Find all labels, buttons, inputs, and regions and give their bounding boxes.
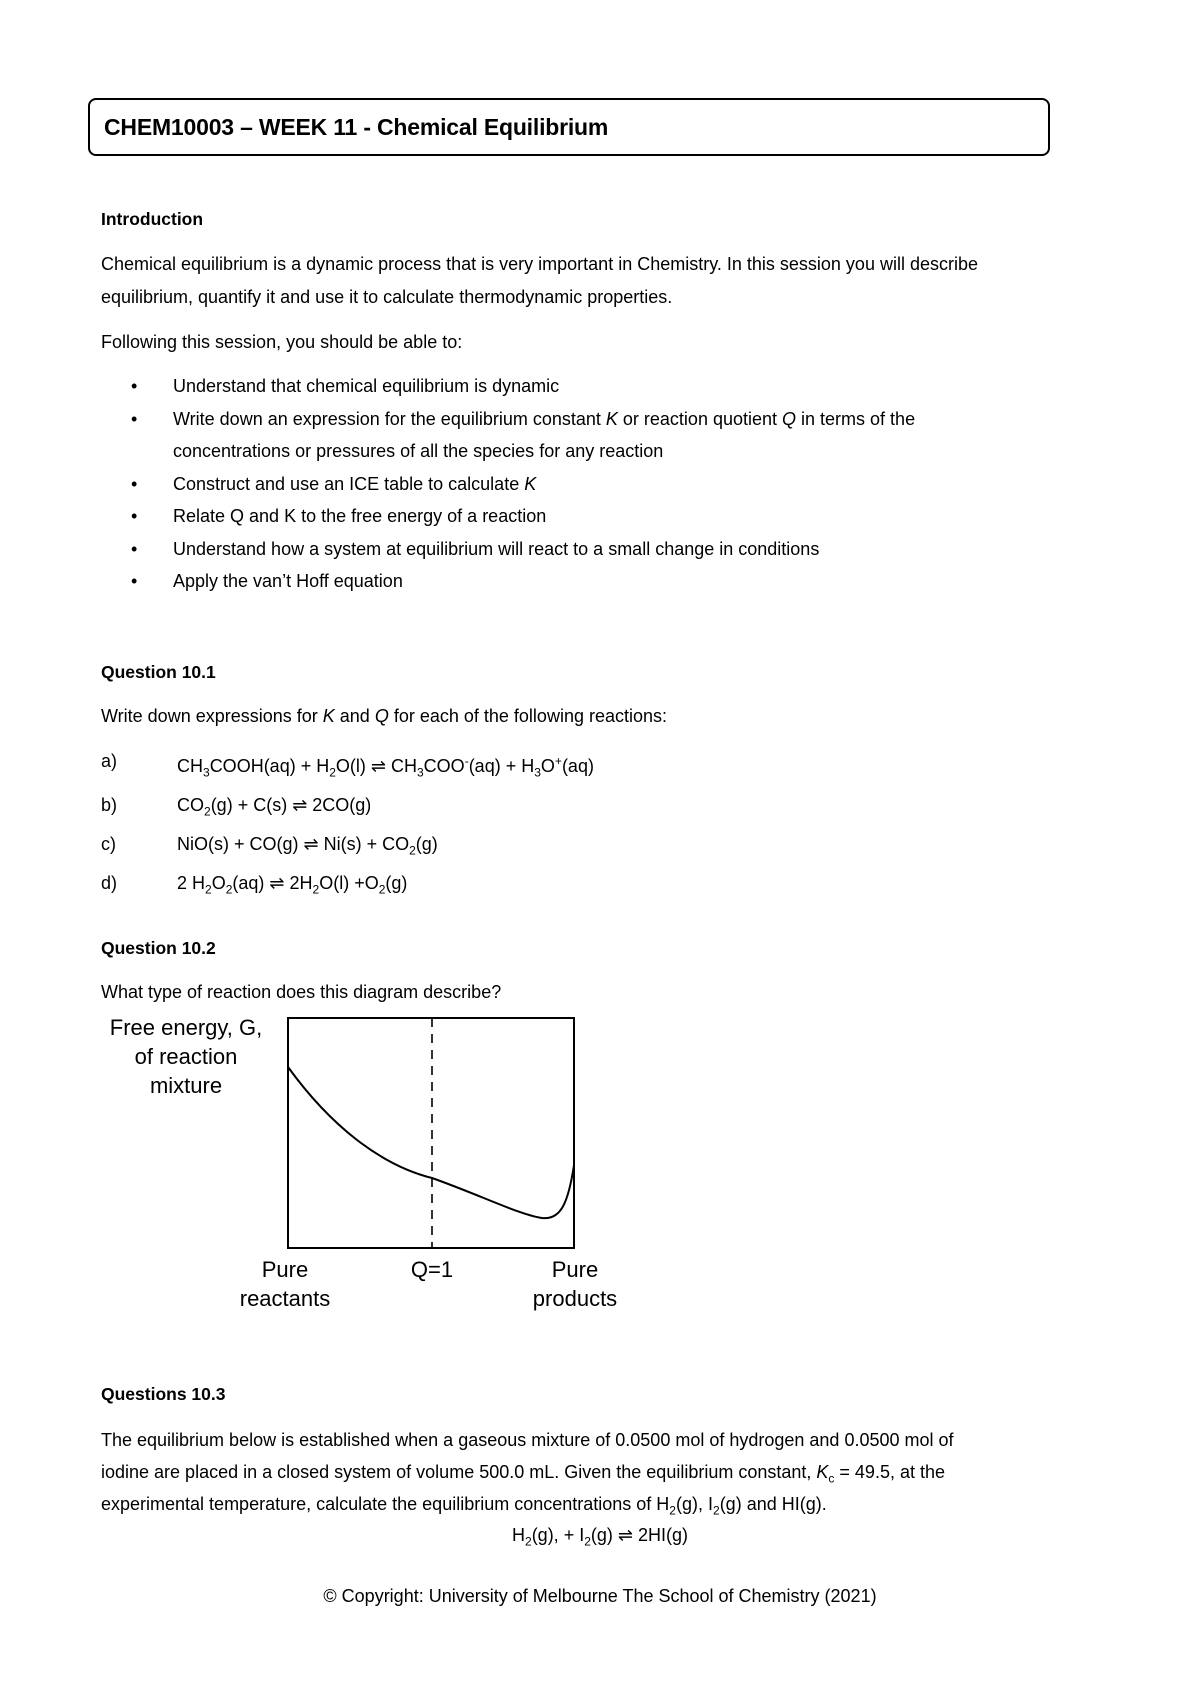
intro-paragraph-line-1: Chemical equilibrium is a dynamic process that is very important in Chemistry. In this session you will describe: [101, 254, 978, 274]
x-label-pure-reactants: Pure reactants: [239, 1257, 331, 1311]
copyright-footer: © Copyright: University of Melbourne The School of Chemistry (2021): [323, 1586, 877, 1606]
x-label-q-equals-1: Q=1: [410, 1257, 454, 1282]
list-item: • Understand that chemical equilibrium is dynamic: [101, 370, 1133, 403]
list-item: • Apply the van’t Hoff equation: [101, 565, 1133, 598]
question-10-3-line-3: experimental temperature, calculate the equilibrium concentrations of $H_2(g)$, $I_2(g)$ and HI(g).: [101, 1494, 827, 1518]
question-10-2-prompt: What type of reaction does this diagram describe?: [101, 982, 502, 1002]
question-10-1-prompt: Write down expressions for K and Q for each of the following reactions:: [101, 706, 667, 726]
free-energy-diagram: [280, 1015, 590, 1275]
question-10-1-heading: Question 10.1: [101, 662, 216, 682]
equilibrium-equation: $H_2(g)$, + $I_2(g)$ ⇌ 2HI(g): [512, 1525, 688, 1549]
learning-outcomes-list: [101, 370, 1133, 598]
list-item-continuation: concentrations or pressures of all the species for any reaction: [173, 441, 664, 461]
reaction-b: b) $CO_2(g) + C(s)$ ⇌ 2CO(g): [101, 795, 372, 819]
page-title: [88, 98, 1050, 156]
question-10-2-heading: Question 10.2: [101, 938, 216, 958]
list-item: • Understand how a system at equilibrium will react to a small change in conditions: [101, 533, 1133, 566]
x-label-pure-products: Pure products: [532, 1257, 618, 1311]
intro-heading: Introduction: [101, 209, 204, 229]
question-10-3-line-1: The equilibrium below is established when a gaseous mixture of 0.0500 mol of hydrogen and 0.0500 mol of: [101, 1430, 954, 1450]
list-item: • Write down an expression for the equilibrium constant K or reaction quotient Q in terms of the: [101, 403, 1133, 436]
page-title-text: CHEM10003 – WEEK 11 - Chemical Equilibrium: [104, 113, 609, 140]
diagram-frame: [288, 1018, 574, 1248]
diagram-y-label: Free energy, G, of reaction mixture: [109, 1015, 263, 1098]
reaction-c: c) NiO(s) + CO(g) ⇌ $Ni(s) + CO_2(g)$: [101, 834, 438, 858]
reactions-list: [101, 745, 594, 906]
reaction-a: a) $CH_3COOH(aq) + H_2O(l)$ ⇌ $CH_3COO^-(aq) + H_3O^+(aq)$: [101, 751, 594, 780]
question-10-3-heading: Questions 10.3: [101, 1384, 226, 1404]
reaction-d: d) 2 $H_2O_2(aq)$ ⇌ $2H_2O(l) +O_2(g)$: [101, 873, 408, 897]
intro-outcomes-lead: Following this session, you should be able to:: [101, 332, 463, 352]
free-energy-curve: [288, 1067, 574, 1218]
intro-paragraph-line-2: equilibrium, quantify it and use it to calculate thermodynamic properties.: [101, 287, 673, 307]
list-item: • Construct and use an ICE table to calculate K: [101, 468, 1133, 501]
list-item: • Relate Q and K to the free energy of a reaction: [101, 500, 1133, 533]
question-10-3-line-2: iodine are placed in a closed system of volume 500.0 mL. Given the equilibrium constant, $K_c = 49.5$, at the: [101, 1462, 945, 1486]
